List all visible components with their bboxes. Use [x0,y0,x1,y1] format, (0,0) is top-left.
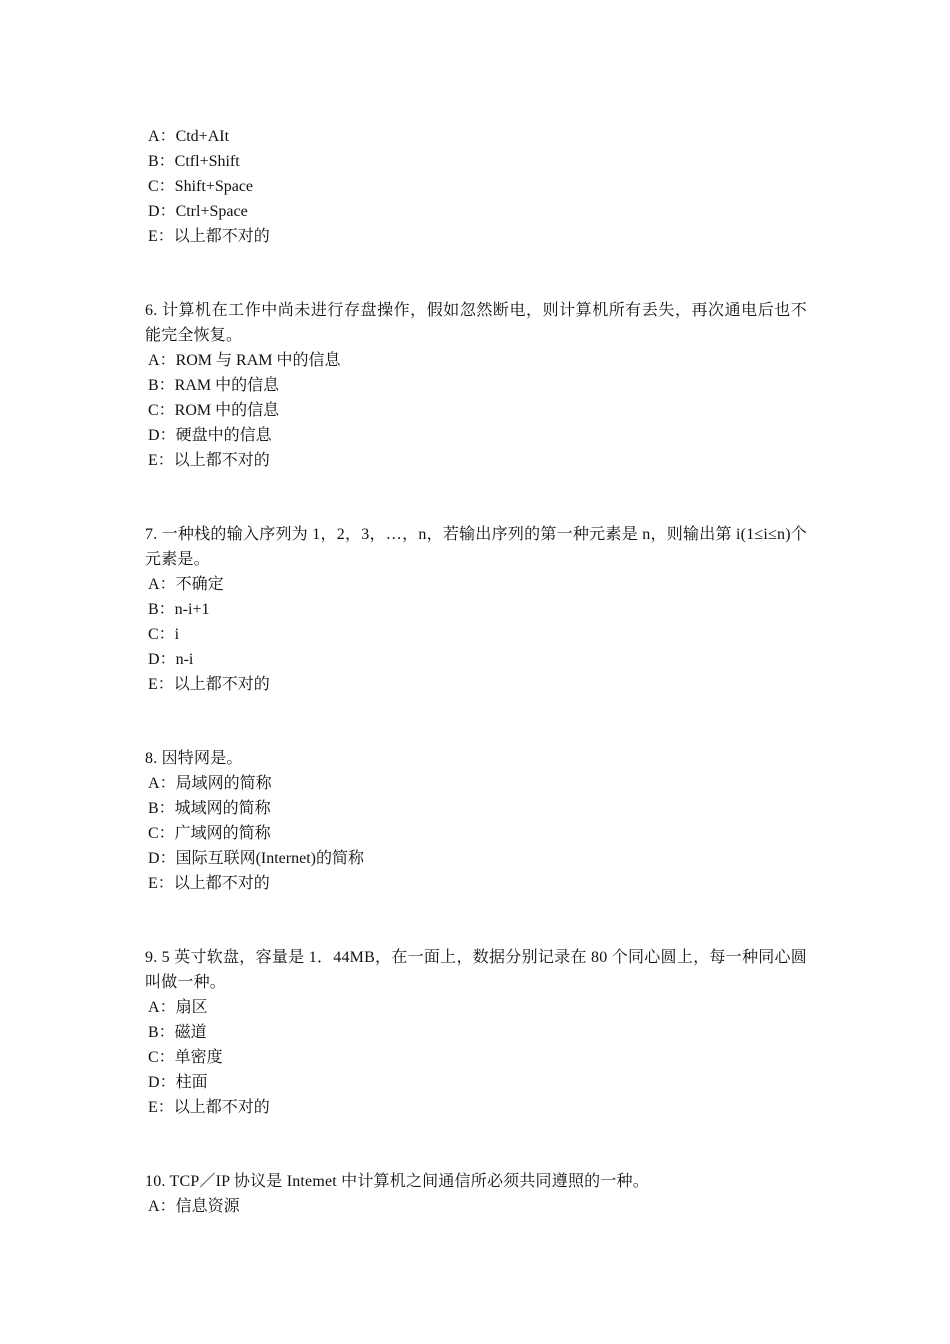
option-c: C：单密度 [148,1049,223,1066]
option-a: A：不确定 [148,576,224,593]
option-e: E：以上都不对的 [148,228,270,245]
option-c: C：ROM 中的信息 [148,402,280,419]
question-7-block [145,522,807,697]
option-e: E：以上都不对的 [148,452,270,469]
option-d: D：柱面 [148,1074,208,1091]
question-stem: 7. 一种栈的输入序列为 1，2，3，…，n，若输出序列的第一种元素是 n，则输出第 i(1≤i≤n)个元素是。 [145,526,807,568]
option-e: E：以上都不对的 [148,1099,270,1116]
option-c: C：i [148,626,180,643]
option-c: C：Shift+Space [148,178,254,195]
question-5-block [145,124,807,249]
option-a: A：扇区 [148,999,208,1016]
option-a: A：信息资源 [148,1198,240,1215]
option-e: E：以上都不对的 [148,676,270,693]
option-d: D：国际互联网(Internet)的简称 [148,850,364,867]
option-a: A：局域网的简称 [148,775,272,792]
option-b: B：磁道 [148,1024,207,1041]
question-stem: 9. 5 英寸软盘，容量是 1．44MB，在一面上，数据分别记录在 80 个同心圆上，每一种同心圆叫做一种。 [145,949,807,991]
option-b: B：RAM 中的信息 [148,377,280,394]
option-d: D：硬盘中的信息 [148,427,272,444]
option-a: A：ROM 与 RAM 中的信息 [148,352,341,369]
question-9-block [145,945,807,1120]
question-6-block [145,298,807,473]
option-b: B：n-i+1 [148,601,210,618]
question-8-block [145,746,807,896]
question-10-block [145,1169,807,1219]
question-stem: 8. 因特网是。 [145,750,243,767]
question-stem: 6. 计算机在工作中尚未进行存盘操作，假如忽然断电，则计算机所有丢失，再次通电后也不能完全恢复。 [145,302,807,344]
question-stem: 10. TCP／IP 协议是 Intemet 中计算机之间通信所必须共同遵照的一种。 [145,1173,649,1190]
option-a: A：Ctd+AIt [148,128,230,145]
option-b: B：Ctfl+Shift [148,153,240,170]
option-d: D：n-i [148,651,194,668]
option-d: D：Ctrl+Space [148,203,248,220]
option-b: B：城域网的简称 [148,800,271,817]
option-e: E：以上都不对的 [148,875,270,892]
option-c: C：广域网的简称 [148,825,271,842]
